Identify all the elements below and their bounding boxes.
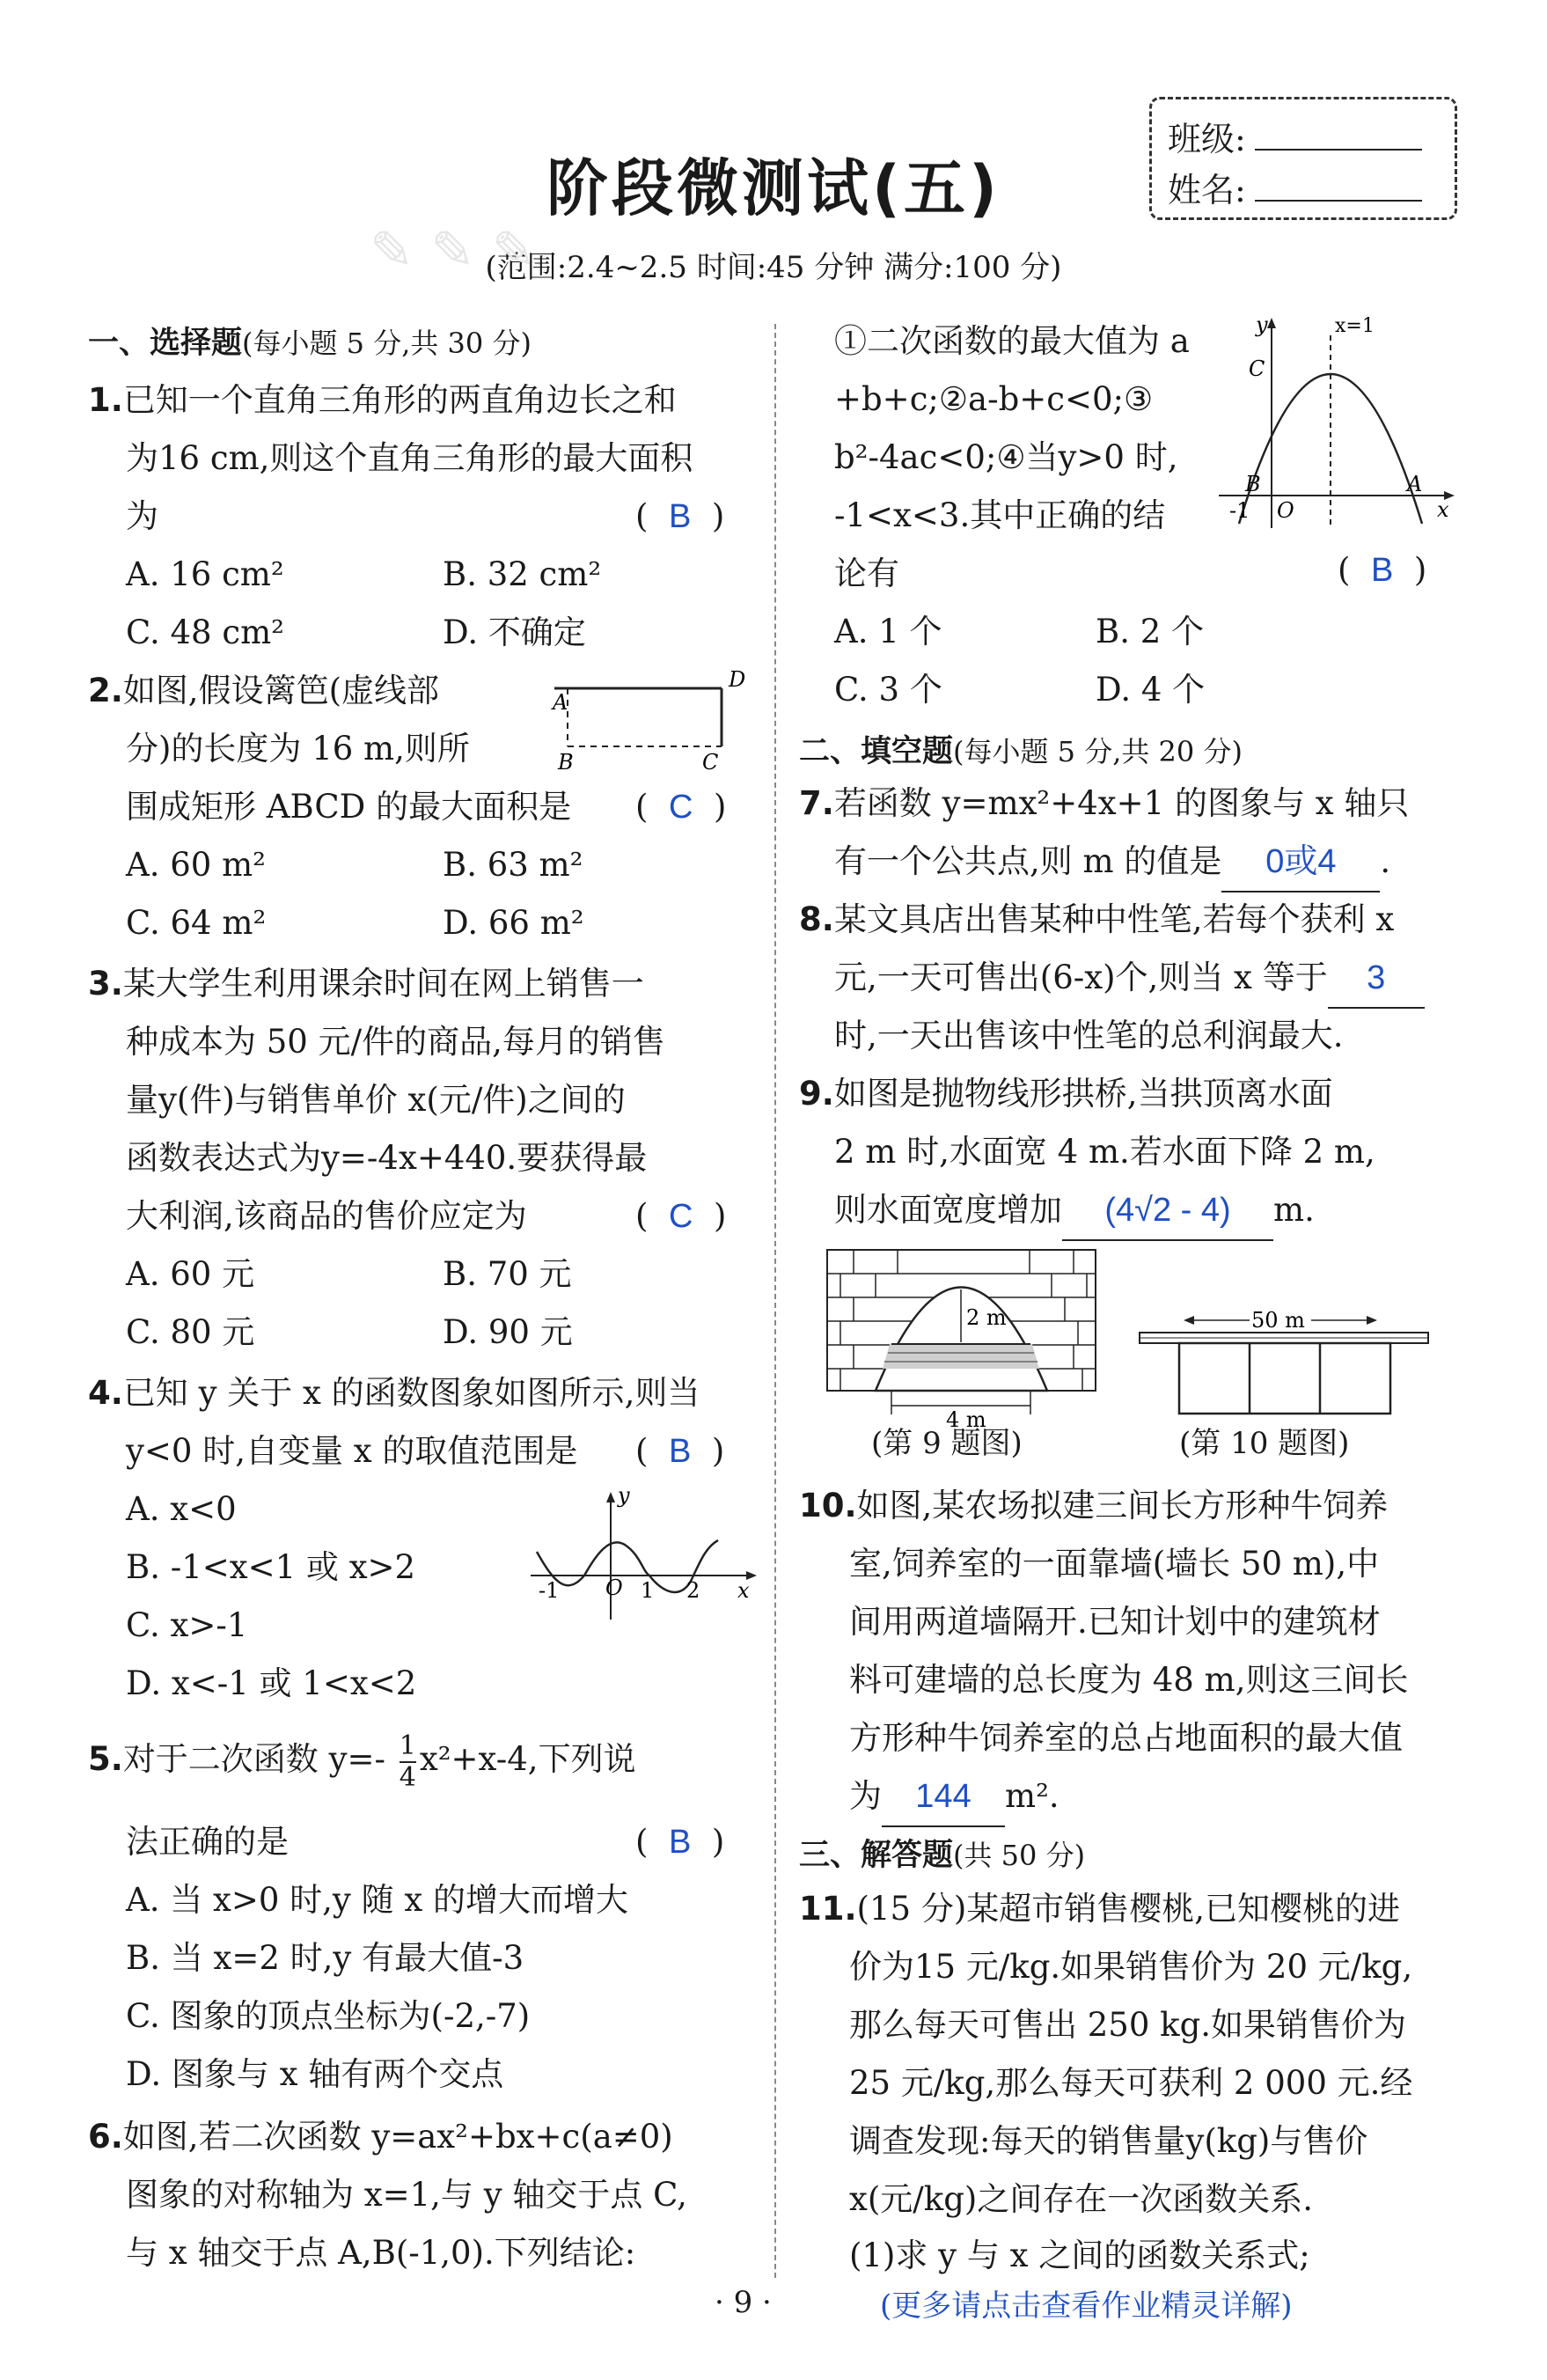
more-details-link[interactable]: (更多请点击查看作业精灵详解) xyxy=(880,2288,1293,2324)
q2-option-a: A. 60 m² xyxy=(126,846,267,884)
q6-option-d: D. 4 个 xyxy=(1096,671,1206,709)
q1-line2: 为16 cm,则这个直角三角形的最大面积 xyxy=(126,439,693,477)
q6-answer: B xyxy=(1370,552,1394,589)
q6-option-b: B. 2 个 xyxy=(1096,613,1205,650)
q1-answer-box: ( B ) xyxy=(635,497,725,535)
q6-point-b: B xyxy=(1245,472,1261,496)
q6-line2: 图象的对称轴为 x=1,与 y 轴交于点 C, xyxy=(126,2176,687,2214)
q3-line3: 量y(件)与销售单价 x(元/件)之间的 xyxy=(126,1081,626,1119)
q2-line3: 围成矩形 ABCD 的最大面积是 xyxy=(126,788,572,826)
name-field[interactable] xyxy=(1255,173,1422,202)
q7-line2: 有一个公共点,则 m 的值是 0或4 . xyxy=(834,833,1390,892)
q9-answer[interactable]: (4√2 - 4) xyxy=(1062,1181,1273,1241)
q6-origin: O xyxy=(1277,498,1294,523)
q6-right-line3: b²-4ac<0;④当y>0 时, xyxy=(834,438,1178,476)
q6-line1: 6.如图,若二次函数 y=ax²+bx+c(a≠0) xyxy=(88,2118,673,2156)
q9-line3: 则水面宽度增加 (4√2 - 4) m. xyxy=(834,1181,1315,1241)
q1-option-d: D. 不确定 xyxy=(443,613,586,651)
q5-option-d: D. 图象与 x 轴有两个交点 xyxy=(126,2055,504,2093)
q2-label-c: C xyxy=(702,750,719,775)
q4-tick-m1: -1 xyxy=(539,1578,560,1603)
q8-line1: 8.某文具店出售某种中性笔,若每个获利 x xyxy=(799,900,1395,938)
q8-line2: 元,一天可售出(6-x)个,则当 x 等于 3 xyxy=(834,949,1425,1009)
q4-option-c: C. x>-1 xyxy=(126,1606,248,1644)
section-solve: 三、解答题(共 50 分) xyxy=(799,1838,1086,1873)
q2-figure xyxy=(528,669,757,775)
page-number: · 9 · xyxy=(715,2285,772,2320)
q7-line1: 7.若函数 y=mx²+4x+1 的图象与 x 轴只 xyxy=(799,784,1410,822)
q5-option-a: A. 当 x>0 时,y 随 x 的增大而增大 xyxy=(126,1881,628,1919)
q10-line4: 料可建墙的总长度为 48 m,则这三间长 xyxy=(849,1661,1409,1699)
q3-line5: 大利润,该商品的售价应定为 xyxy=(126,1197,527,1235)
q10-line2: 室,饲养室的一面靠墙(墙长 50 m),中 xyxy=(849,1545,1380,1583)
q4-line2: y<0 时,自变量 x 的取值范围是 xyxy=(126,1432,578,1470)
q10-line5: 方形种牛饲养室的总占地面积的最大值 xyxy=(849,1719,1403,1757)
q6-right-line2: +b+c;②a-b+c<0;③ xyxy=(834,380,1154,418)
watermark: ✎ ✎ ✎ xyxy=(370,220,536,282)
q5-option-c: C. 图象的顶点坐标为(-2,-7) xyxy=(126,1997,531,2035)
q3-answer-box: ( C ) xyxy=(635,1197,727,1235)
q4-tick-2: 2 xyxy=(686,1578,700,1603)
q6-answer-box: ( B ) xyxy=(1338,551,1427,589)
q6-option-a: A. 1 个 xyxy=(834,613,942,650)
q6-point-c: C xyxy=(1249,356,1265,381)
q3-line2: 种成本为 50 元/件的商品,每月的销售 xyxy=(126,1023,665,1061)
q9-height-label: 2 m xyxy=(966,1305,1007,1330)
q11-line6: x(元/kg)之间存在一次函数关系. xyxy=(849,2180,1314,2218)
q6-axis-y: y xyxy=(1256,312,1268,337)
q6-figure xyxy=(1210,312,1465,533)
q3-option-d: D. 90 元 xyxy=(443,1313,573,1351)
q1-option-c: C. 48 cm² xyxy=(126,613,284,651)
q8-line3: 时,一天出售该中性笔的总利润最大. xyxy=(834,1017,1344,1054)
class-label: 班级: xyxy=(1168,120,1246,158)
q10-line1: 10.如图,某农场拟建三间长方形种牛饲养 xyxy=(799,1487,1389,1524)
q2-option-c: C. 64 m² xyxy=(126,904,267,942)
q5-answer: B xyxy=(668,1824,692,1861)
page-title: 阶段微测试(五) xyxy=(546,152,1001,224)
section-fill: 二、填空题(每小题 5 分,共 20 分) xyxy=(799,734,1243,769)
q6-right-line4: -1<x<3.其中正确的结 xyxy=(834,496,1166,534)
q11-line3: 那么每天可售出 250 kg.如果销售价为 xyxy=(849,2006,1407,2044)
q6-axis-line: x=1 xyxy=(1335,315,1375,337)
q2-answer-box: ( C ) xyxy=(635,788,727,826)
q5-answer-box: ( B ) xyxy=(635,1823,725,1861)
q10-wall-label: 50 m xyxy=(1251,1308,1305,1333)
q3-answer: C xyxy=(668,1198,693,1235)
q6-tick-m1: -1 xyxy=(1229,498,1250,523)
q8-answer[interactable]: 3 xyxy=(1328,949,1425,1009)
q4-answer-box: ( B ) xyxy=(635,1432,725,1470)
q4-answer: B xyxy=(668,1433,692,1470)
q9-caption: (第 9 题图) xyxy=(871,1426,1023,1461)
q2-label-a: A xyxy=(553,690,568,715)
q6-axis-x: x xyxy=(1437,497,1449,522)
q4-line1: 4.已知 y 关于 x 的函数图象如图所示,则当 xyxy=(88,1374,700,1412)
q4-option-b: B. -1<x<1 或 x>2 xyxy=(126,1548,416,1586)
q4-option-d: D. x<-1 或 1<x<2 xyxy=(126,1664,417,1702)
q4-axis-y: y xyxy=(618,1483,630,1508)
q9-figure xyxy=(823,1245,1104,1430)
q3-line4: 函数表达式为y=-4x+440.要获得最 xyxy=(126,1139,648,1177)
q5-frac-den: 4 xyxy=(399,1761,416,1793)
name-label: 姓名: xyxy=(1168,171,1246,209)
column-divider xyxy=(774,324,776,2278)
q9-width-label: 4 m xyxy=(946,1407,986,1430)
q10-caption: (第 10 题图) xyxy=(1179,1426,1350,1461)
q9-line2: 2 m 时,水面宽 4 m.若水面下降 2 m, xyxy=(834,1133,1375,1171)
q3-option-c: C. 80 元 xyxy=(126,1313,255,1351)
q10-line6: 为 144 m². xyxy=(849,1767,1059,1827)
q11-line4: 25 元/kg,那么每天可获利 2 000 元.经 xyxy=(849,2064,1413,2102)
q11-line1: 11.(15 分)某超市销售樱桃,已知樱桃的进 xyxy=(799,1890,1401,1928)
name-box xyxy=(1149,97,1457,220)
exam-info: (范围:2.4~2.5 时间:45 分钟 满分:100 分) xyxy=(485,250,1062,285)
q1-answer: B xyxy=(668,498,692,535)
q10-answer[interactable]: 144 xyxy=(882,1767,1005,1827)
q4-axis-x: x xyxy=(737,1578,750,1603)
q2-option-d: D. 66 m² xyxy=(443,904,584,942)
q7-answer[interactable]: 0或4 xyxy=(1221,833,1380,892)
q3-line1: 3.某大学生利用课余时间在网上销售一 xyxy=(88,965,644,1003)
q4-origin: O xyxy=(605,1576,623,1600)
q10-figure xyxy=(1135,1303,1434,1421)
section-choice: 一、选择题(每小题 5 分,共 30 分) xyxy=(88,326,532,361)
q10-line3: 间用两道墙隔开.已知计划中的建筑材 xyxy=(849,1603,1381,1641)
q2-label-d: D xyxy=(729,669,746,692)
q2-option-b: B. 63 m² xyxy=(443,846,583,884)
q2-line1: 2.如图,假设篱笆(虚线部 xyxy=(88,672,440,709)
q5-line2: 法正确的是 xyxy=(126,1823,289,1861)
q4-tick-1: 1 xyxy=(641,1578,655,1603)
q9-line1: 9.如图是抛物线形拱桥,当拱顶离水面 xyxy=(799,1075,1333,1113)
q6-right-line5: 论有 xyxy=(834,555,899,592)
q1-line3: 为 xyxy=(126,497,158,535)
q2-line2: 分)的长度为 16 m,则所 xyxy=(126,730,470,768)
q2-label-b: B xyxy=(558,750,574,775)
q11-line7: (1)求 y 与 x 之间的函数关系式; xyxy=(849,2237,1310,2274)
q5-option-b: B. 当 x=2 时,y 有最大值-3 xyxy=(126,1939,524,1977)
q1-option-b: B. 32 cm² xyxy=(443,555,602,593)
q2-answer: C xyxy=(668,789,693,826)
q6-line3: 与 x 轴交于点 A,B(-1,0).下列结论: xyxy=(126,2234,636,2272)
q6-right-line1: ①二次函数的最大值为 a xyxy=(834,322,1190,360)
q11-line2: 价为15 元/kg.如果销售价为 20 元/kg, xyxy=(849,1948,1413,1986)
q6-point-a: A xyxy=(1407,472,1423,496)
q11-line5: 调查发现:每天的销售量y(kg)与售价 xyxy=(849,2122,1368,2160)
q4-option-a: A. x<0 xyxy=(126,1490,237,1528)
q5-frac-num: 1 xyxy=(399,1730,416,1761)
q3-option-a: A. 60 元 xyxy=(126,1255,255,1293)
q1-line1: 1.已知一个直角三角形的两直角边长之和 xyxy=(88,381,677,419)
class-field[interactable] xyxy=(1255,122,1422,151)
q3-option-b: B. 70 元 xyxy=(443,1255,572,1293)
q4-figure xyxy=(526,1483,764,1624)
q5-line1: 5.对于二次函数 y=- $\frac{1}{4}$ x²+x-4,下列说 xyxy=(88,1730,636,1793)
q1-option-a: A. 16 cm² xyxy=(126,555,284,593)
q6-option-c: C. 3 个 xyxy=(834,671,942,709)
